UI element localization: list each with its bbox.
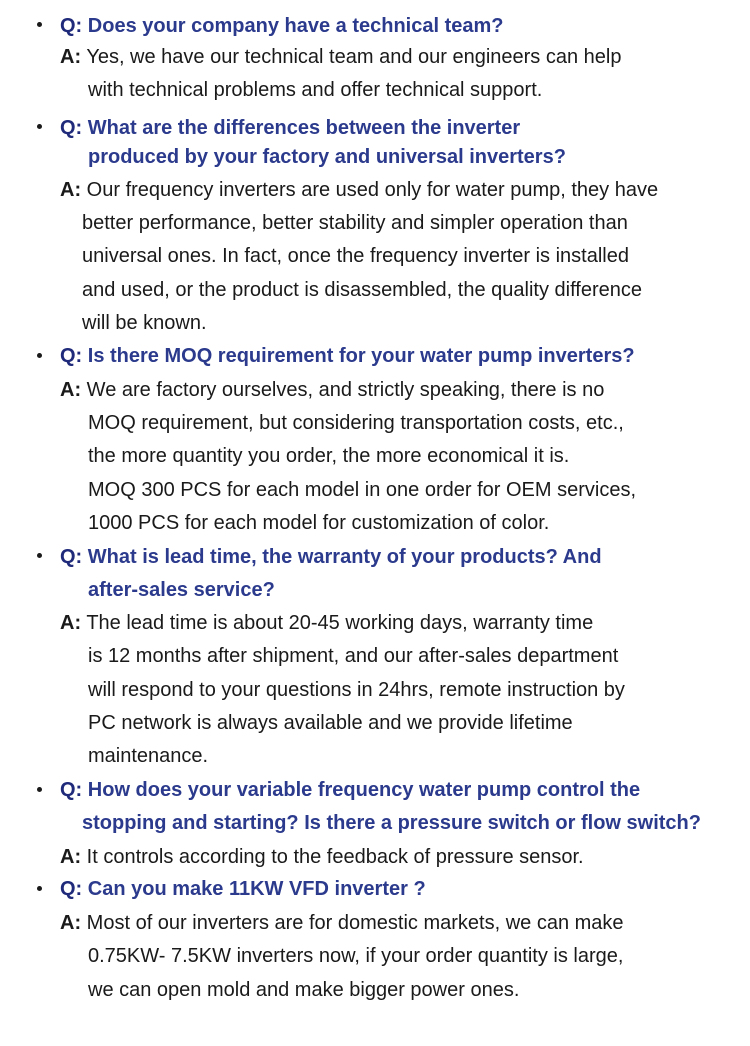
question-text: Does your company have a technical team? <box>87 15 504 37</box>
answer-text: we can open mold and make bigger power ones. <box>88 979 520 1001</box>
answer-line <box>60 845 584 869</box>
answer-line <box>60 911 624 935</box>
answer-text: PC network is always available and we provide lifetime <box>88 712 573 734</box>
question-line <box>60 545 602 569</box>
question-label: Q: <box>60 15 83 37</box>
answer-line <box>60 378 604 402</box>
question-line <box>60 877 426 901</box>
question-label: Q: <box>60 779 83 801</box>
question-text: Is there MOQ requirement for your water pump inverters? <box>87 345 635 367</box>
answer-text: It controls according to the feedback of pressure sensor. <box>86 846 584 868</box>
answer-text: the more quantity you order, the more economical it is. <box>88 445 570 467</box>
bullet-icon <box>37 886 42 891</box>
answer-text: is 12 months after shipment, and our after-sales department <box>88 645 619 667</box>
answer-text: MOQ 300 PCS for each model in one order for OEM services, <box>88 479 636 501</box>
question-label: Q: <box>60 117 83 139</box>
question-label: Q: <box>60 546 83 568</box>
answer-text: Yes, we have our technical team and our engineers can help <box>86 46 622 68</box>
answer-text: with technical problems and offer technical support. <box>88 79 543 101</box>
question-text: after-sales service? <box>88 579 275 601</box>
question-text: What are the differences between the inverter <box>87 117 521 139</box>
answer-text: maintenance. <box>88 745 209 767</box>
bullet-icon <box>37 787 42 792</box>
bullet-icon <box>37 353 42 358</box>
answer-text: will respond to your questions in 24hrs, remote instruction by <box>88 679 625 701</box>
answer-label: A: <box>60 846 82 868</box>
question-text: How does your variable frequency water pump control the <box>87 779 641 801</box>
answer-text: better performance, better stability and simpler operation than <box>82 212 628 234</box>
bullet-icon <box>37 22 42 27</box>
bullet-icon <box>37 553 42 558</box>
question-line <box>60 344 635 368</box>
question-label: Q: <box>60 878 83 900</box>
answer-text: Most of our inverters are for domestic markets, we can make <box>86 912 624 934</box>
answer-text: 1000 PCS for each model for customization of color. <box>88 512 550 534</box>
question-line <box>60 14 503 38</box>
answer-label: A: <box>60 379 82 401</box>
answer-label: A: <box>60 912 82 934</box>
answer-line <box>60 45 621 69</box>
answer-line <box>60 611 593 635</box>
answer-text: The lead time is about 20-45 working days, warranty time <box>86 612 594 634</box>
answer-label: A: <box>60 612 82 634</box>
answer-label: A: <box>60 46 82 68</box>
answer-text: and used, or the product is disassembled, the quality difference <box>82 279 642 301</box>
answer-text: MOQ requirement, but considering transportation costs, etc., <box>88 412 624 434</box>
question-text: What is lead time, the warranty of your products? And <box>87 546 602 568</box>
answer-text: We are factory ourselves, and strictly speaking, there is no <box>86 379 605 401</box>
question-text: stopping and starting? Is there a pressure switch or flow switch? <box>82 812 701 834</box>
question-text: produced by your factory and universal inverters? <box>88 146 566 168</box>
question-text: Can you make 11KW VFD inverter ? <box>87 878 426 900</box>
question-label: Q: <box>60 345 83 367</box>
answer-line <box>60 178 658 202</box>
bullet-icon <box>37 124 42 129</box>
answer-text: Our frequency inverters are used only for water pump, they have <box>86 179 659 201</box>
question-line <box>60 116 520 140</box>
answer-text: 0.75KW- 7.5KW inverters now, if your order quantity is large, <box>88 945 624 967</box>
answer-text: universal ones. In fact, once the frequency inverter is installed <box>82 245 629 267</box>
question-line <box>60 778 640 802</box>
answer-text: will be known. <box>82 312 207 334</box>
answer-label: A: <box>60 179 82 201</box>
